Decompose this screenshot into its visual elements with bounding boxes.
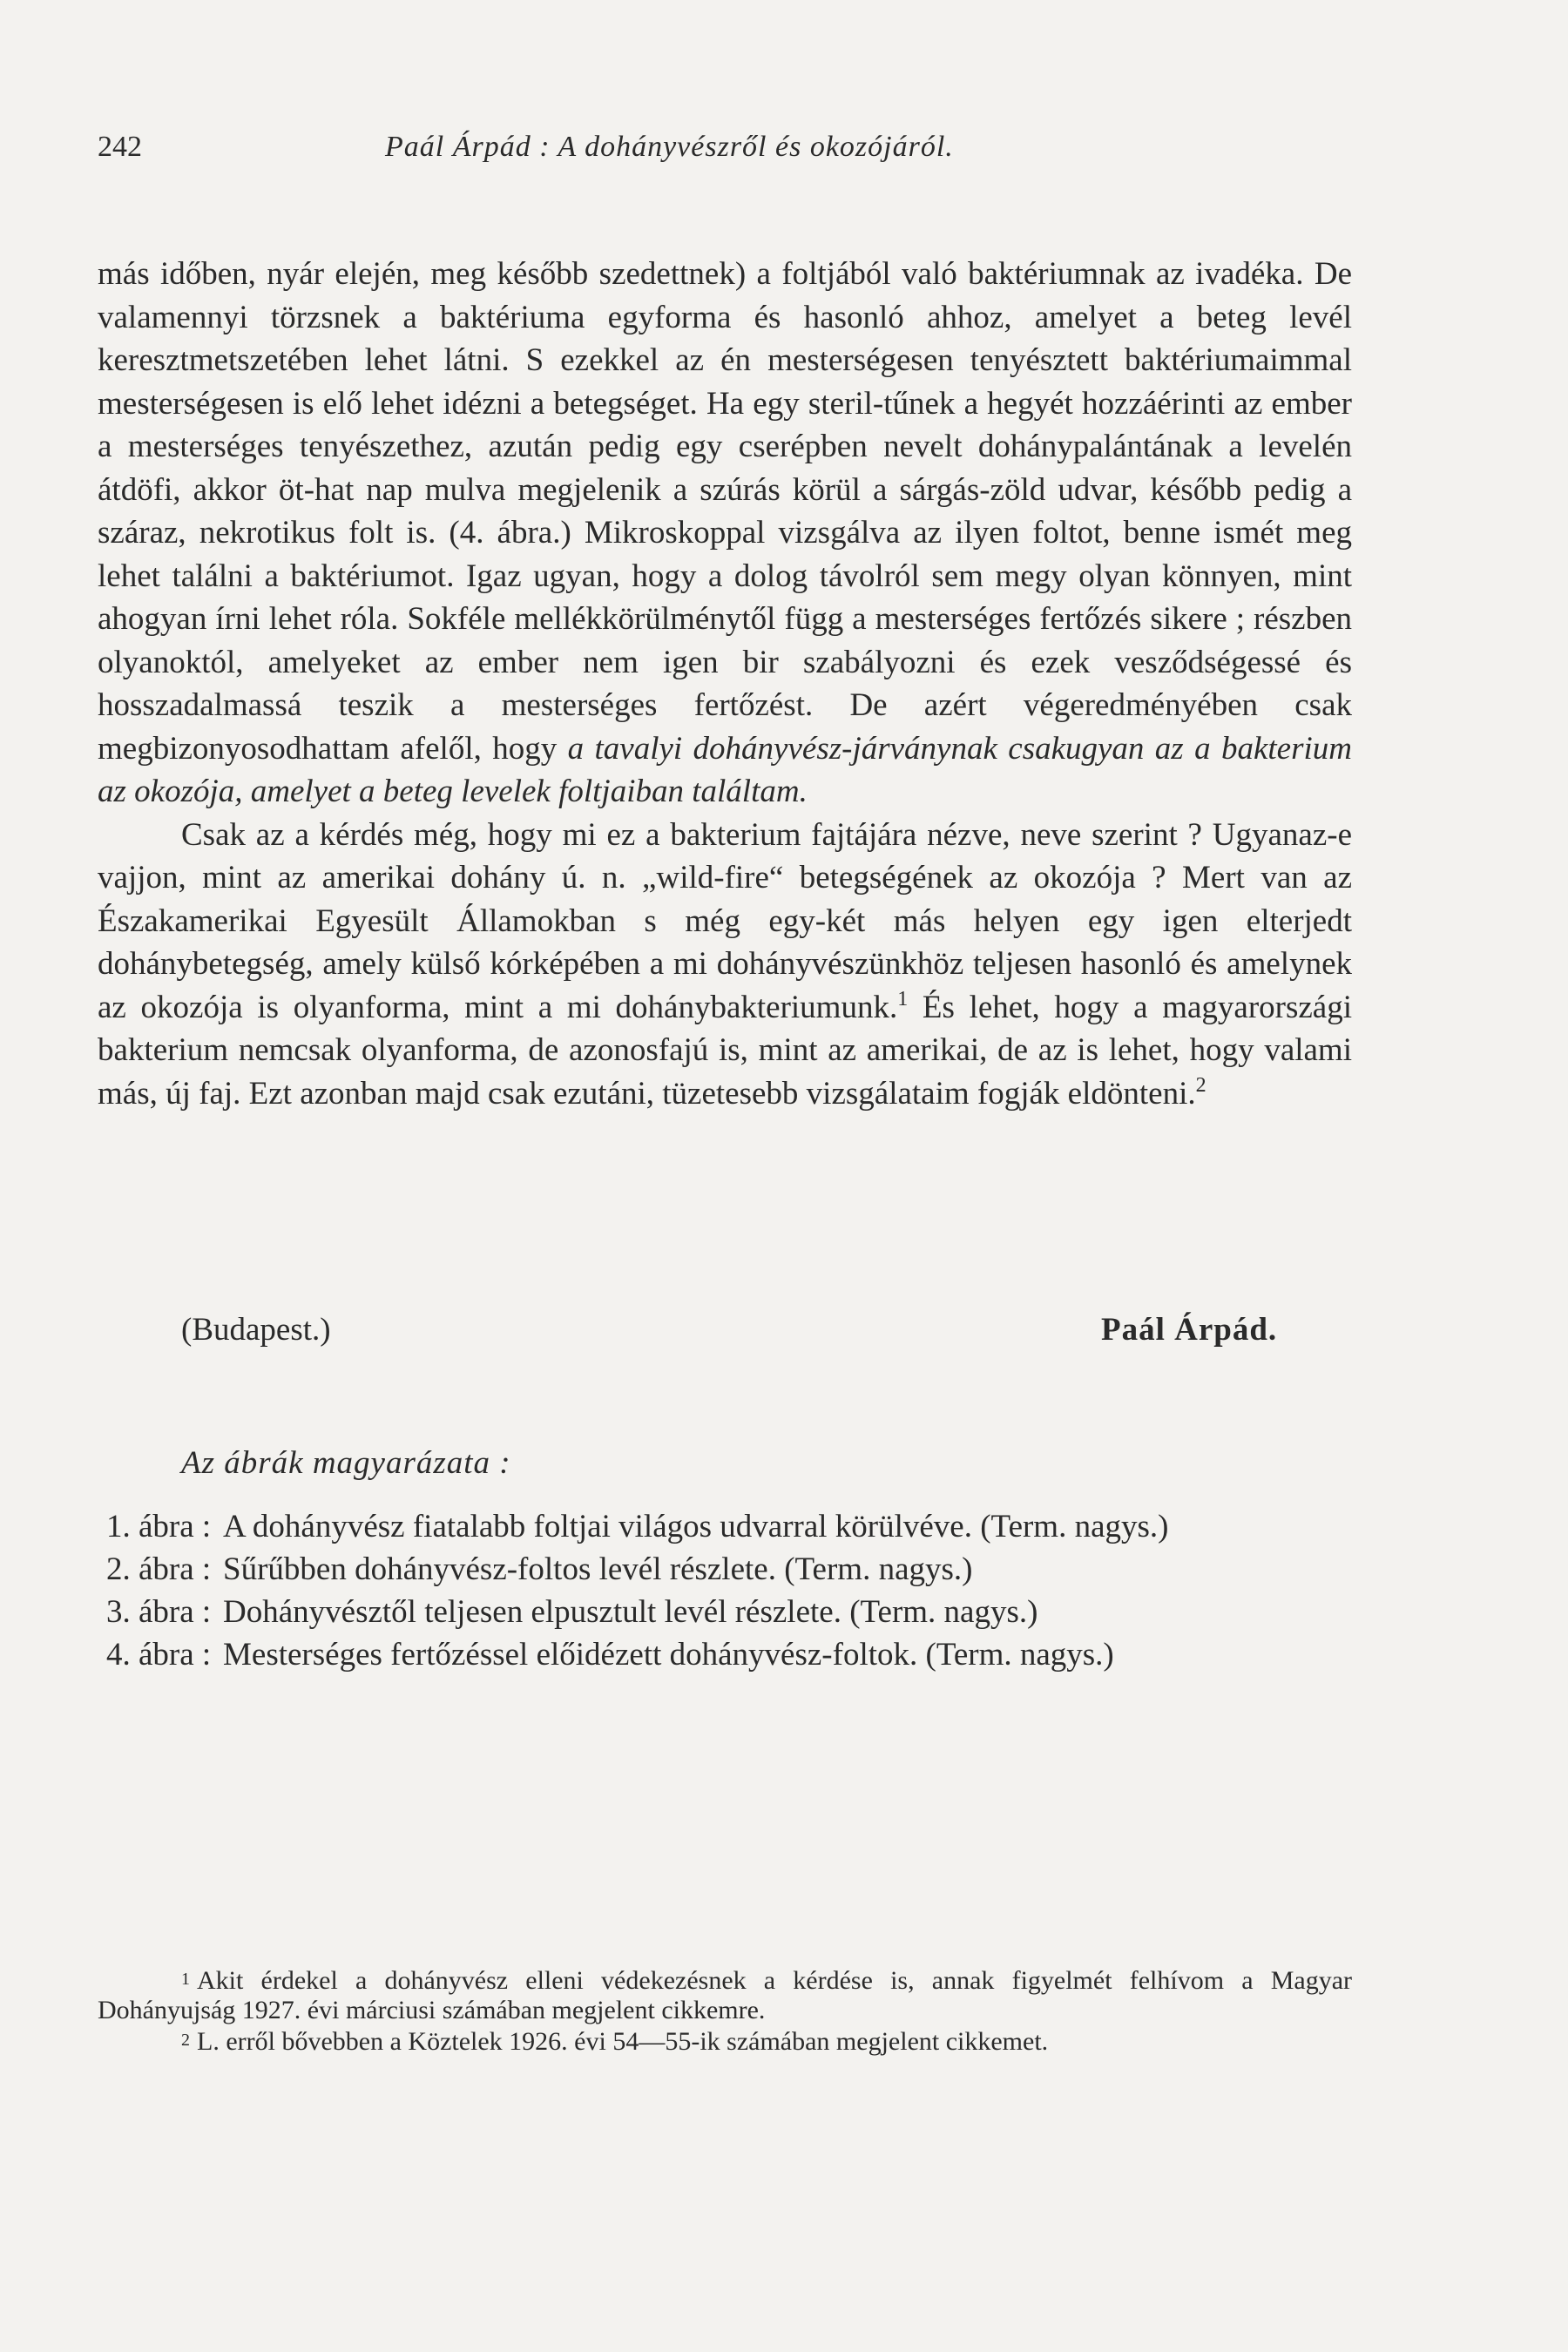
paragraph-1-text: más időben, nyár elején, meg később szedettnek) a foltjából való baktériumnak az ivadéka. De valamennyi törzsnek a baktériuma egyforma és hasonló ahhoz, amelyet a beteg levél keresztmetszetében lehet látni. S ezekkel az én mesterségesen tenyésztett baktériumaimmal mesterségesen is elő lehet idézni a betegséget. Ha egy steril-tűnek a hegyét hozzáérinti az ember a mesterséges tenyészethez, azután pedig egy cserépben nevelt dohánypalántának a levelén átdöfi, akkor öt-hat nap mulva megjelenik a szúrás körül a sárgás-zöld udvar, később pedig a száraz, nekrotikus folt is. (4. ábra.) Mikroskoppal vizsgálva az ilyen foltot, benne ismét meg lehet találni a baktériumot. Igaz ugyan, hogy a dolog távolról sem megy olyan könnyen, mint ahogyan írni lehet róla. Sokféle mellékkörülménytől függ a mesterséges fertőzés sikere ; részben olyanoktól, amelyeket az ember nem igen bir szabályozni és ezek vesződségessé és hosszadalmassá teszik a mesterséges fertőzést. De azért végeredményében csak megbizonyosodhattam afelől, hogy (98, 256, 1352, 767)
paragraph-1 (98, 253, 1352, 814)
caption-text: Mesterséges fertőzéssel előidézett dohányvész-foltok. (Term. nagys.) (223, 1637, 1114, 1673)
caption-text: Dohányvésztől teljesen elpusztult levél részlete. (Term. nagys.) (223, 1594, 1038, 1630)
caption-item (98, 1548, 1352, 1591)
paragraph-2-text-b: És lehet, hogy a magyarországi bakterium nemcsak olyanforma, de azonosfajú is, mint az amerikai, de az is lehet, hogy valami más, új faj. Ezt azonban majd csak ezutáni, tüzetesebb vizsgálataim fogják eldönteni. (98, 989, 1352, 1112)
footnote-2 (98, 2025, 1352, 2057)
footnote-text: Akit érdekel a dohányvész elleni védekezésnek a kérdése is, annak figyelmét felhívom a Magyar Dohányujság 1927. évi márciusi számában megjelent cikkemre. (98, 1966, 1352, 2024)
signature-place: (Budapest.) (181, 1312, 331, 1348)
caption-item (98, 1633, 1352, 1676)
caption-item (98, 1505, 1352, 1548)
footnote-ref-2: 2 (1195, 1073, 1206, 1097)
page-number: 242 (98, 131, 142, 163)
caption-text: A dohányvész fiatalabb foltjai világos udvarral körülvéve. (Term. nagys.) (223, 1509, 1169, 1544)
caption-text: Sűrűbben dohányvész-foltos levél részlete. (Term. nagys.) (223, 1551, 973, 1587)
paragraph-2-text-a: Csak az a kérdés még, hogy mi ez a bakterium fajtájára nézve, neve szerint ? Ugyanaz-e vajjon, mint az amerikai dohány ú. n. „wild-fire“ betegségének az okozója ? Mert van az Északamerikai Egyesült Államokban s még egy-két más helyen egy igen elterjedt dohánybetegség, amely külső kórképében a mi dohányvészünkhöz teljesen hasonló és amelynek az okozója is olyanforma, mint a mi dohánybakteriumunk. (98, 816, 1352, 1025)
signature-line (98, 1311, 1352, 1355)
captions-heading: Az ábrák magyarázata : (181, 1445, 511, 1481)
paragraph-2 (98, 814, 1352, 1116)
paragraph-1-emphasis: a tavalyi dohányvész-járványnak csakugyan az a bakterium az okozója, amelyet a beteg levelek foltjaiban találtam. (98, 730, 1352, 809)
footnote-mark: 1 (181, 1970, 190, 1989)
caption-number: 1. ábra : (106, 1509, 212, 1544)
body-text (98, 253, 1352, 1115)
caption-number: 2. ábra : (106, 1551, 212, 1587)
footnote-ref-1: 1 (897, 987, 909, 1010)
caption-number: 3. ábra : (106, 1594, 212, 1630)
footnote-text: L. erről bővebben a Köztelek 1926. évi 54—55-ik számában megjelent cikkemet. (197, 2027, 1049, 2056)
figure-captions (98, 1442, 1352, 1676)
running-head (98, 131, 1369, 183)
footnote-mark: 2 (181, 2031, 190, 2050)
footnote-1 (98, 1964, 1352, 2025)
caption-number: 4. ábra : (106, 1637, 212, 1673)
footnotes (98, 1964, 1352, 2057)
signature-author: Paál Árpád. (1101, 1312, 1278, 1348)
running-title: Paál Árpád : A dohányvészről és okozójáról. (385, 131, 954, 163)
caption-item (98, 1591, 1352, 1633)
